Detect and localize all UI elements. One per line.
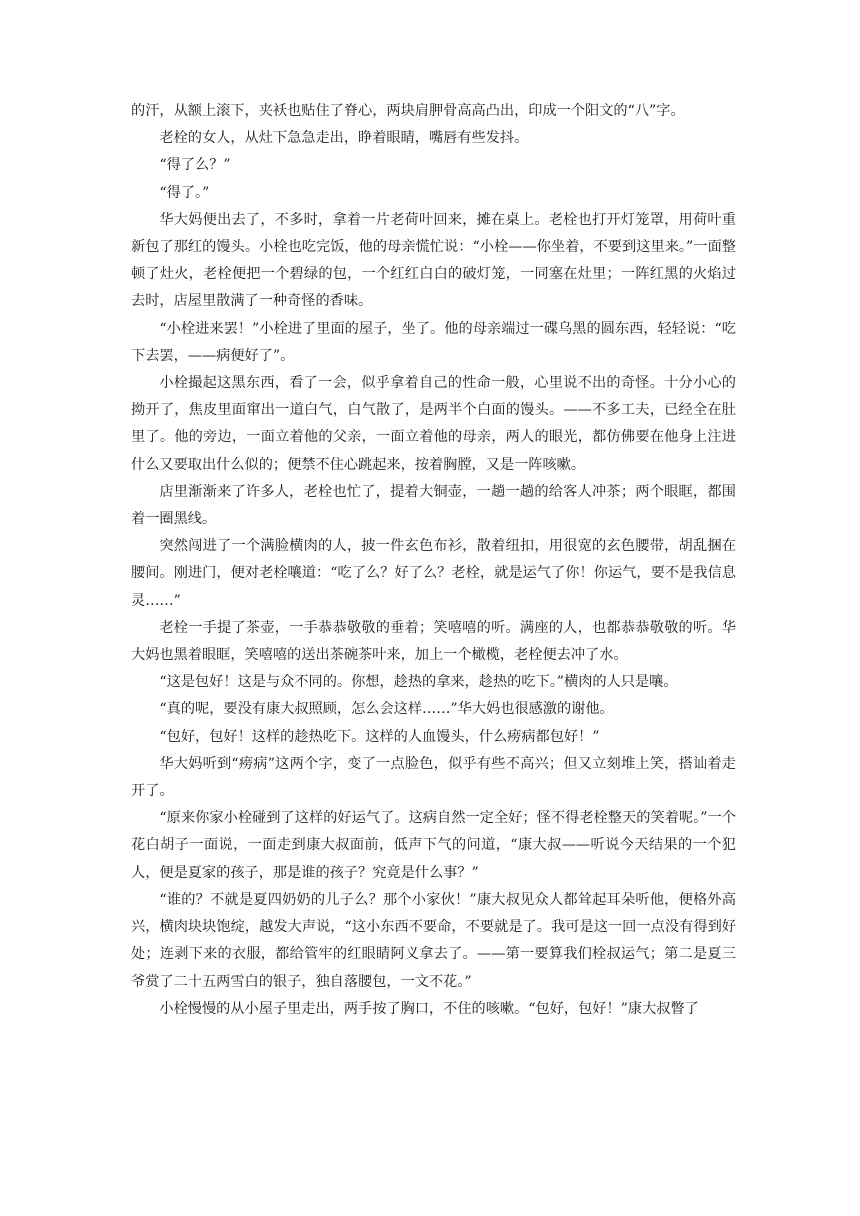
paragraph: “小栓进来罢！”小栓进了里面的屋子，坐了。他的母亲端过一碟乌黑的圆东西，轻轻说：“吃下去罢，——病便好了”。 [131, 320, 736, 364]
paragraph: 店里渐渐来了许多人，老栓也忙了，提着大铜壶，一趟一趟的给客人冲茶；两个眼眶，都围着一圈黑线。 [131, 483, 736, 528]
paragraph: 老栓一手提了茶壶，一手恭恭敬敬的垂着；笑嘻嘻的听。满座的人，也都恭恭敬敬的听。华大妈也黑着眼眶，笑嘻嘻的送出茶碗茶叶来，加上一个橄榄，老栓便去冲了水。 [131, 619, 736, 664]
paragraph: 突然闯进了一个满脸横肉的人，披一件玄色布衫，散着纽扣，用很宽的玄色腰带，胡乱捆在腰间。刚进门，便对老栓嚷道：“吃了么？好了么？老栓，就是运气了你！你运气，要不是我信息灵……” [131, 538, 736, 609]
paragraph: “原来你家小栓碰到了这样的好运气了。这病自然一定全好；怪不得老栓整天的笑着呢。”一个花白胡子一面说，一面走到康大叔面前，低声下气的问道，“康大叔——听说今天结果的一个犯人，便是夏家的孩子，那是谁的孩子？究竟是什么事？” [131, 810, 736, 881]
paragraph: 老栓的女人，从灶下急急走出，睁着眼睛，嘴唇有些发抖。 [159, 130, 529, 147]
dialogue-line: “这是包好！这是与众不同的。你想，趁热的拿来，趁热的吃下。”横肉的人只是嚷。 [159, 674, 678, 691]
dialogue-line: “得了么？” [159, 157, 231, 174]
dialogue-line: “真的呢，要没有康大叔照顾，怎么会这样……”华大妈也很感激的谢他。 [159, 701, 614, 718]
paragraph: 小栓撮起这黑东西，看了一会，似乎拿着自己的性命一般，心里说不出的奇怪。十分小心的拗开了，焦皮里面窜出一道白气，白气散了，是两半个白面的馒头。——不多工夫，已经全在肚里了。他的旁边，一面立着他的父亲，一面立着他的母亲，两人的眼光，都仿佛要在他身上注进什么又要取出什么似的；便禁不住心跳起来，按着胸膛，又是一阵咳嗽。 [131, 375, 736, 473]
paragraph-truncated: 小栓慢慢的从小屋子里走出，两手按了胸口，不住的咳嗽。“包好，包好！”康大叔瞥了 [159, 1000, 699, 1017]
dialogue-line: “得了。” [159, 184, 210, 201]
paragraph: 华大妈听到“痨病”这两个字，变了一点脸色，似乎有些不高兴；但又立刻堆上笑，搭讪着走开了。 [131, 755, 736, 800]
paragraph: “谁的？不就是夏四奶奶的儿子么？那个小家伙！”康大叔见众人都耸起耳朵听他，便格外高兴，横肉块块饱绽，越发大声说，“这小东西不要命，不要就是了。我可是这一回一点没有得到好处；连剥下来的衣服，都给管牢的红眼睛阿义拿去了。——第一要算我们栓叔运气；第二是夏三爷赏了二十五两雪白的银子，独自落腰包，一文不花。” [131, 891, 736, 990]
paragraph: 华大妈便出去了，不多时，拿着一片老荷叶回来，摊在桌上。老栓也打开灯笼罩，用荷叶重新包了那红的馒头。小栓也吃完饭，他的母亲慌忙说：“小栓——你坐着，不要到这里来。”一面整顿了灶火，老栓便把一个碧绿的包，一个红红白白的破灯笼，一同塞在灶里；一阵红黑的火焰过去时，店屋里散满了一种奇怪的香味。 [131, 211, 736, 310]
paragraph-continued: 的汗，从额上滚下，夹袄也贴住了脊心，两块肩胛骨高高凸出，印成一个阳文的“八”字。 [131, 103, 685, 119]
body-text [131, 98, 736, 1023]
dialogue-line: “包好，包好！这样的趁热吃下。这样的人血馒头，什么痨病都包好！” [159, 728, 600, 745]
